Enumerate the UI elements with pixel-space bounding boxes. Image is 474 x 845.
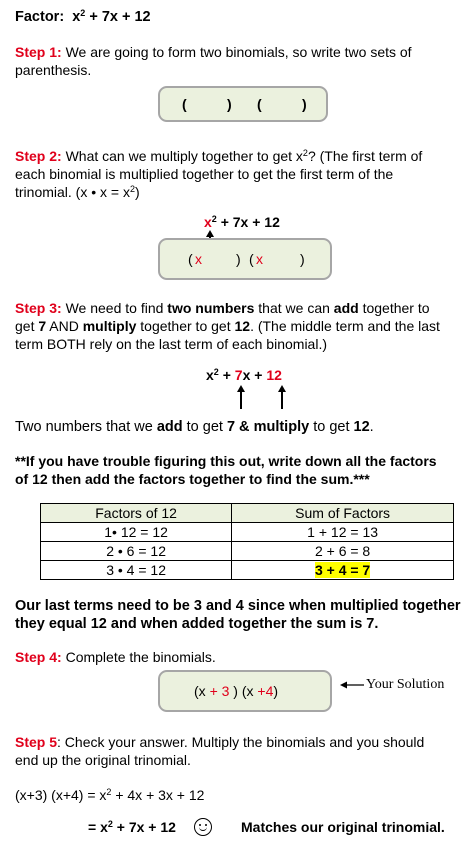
your-solution-label: Your Solution <box>366 677 445 692</box>
table-cell: 1 + 12 = 13 <box>232 523 454 542</box>
step1-parenthesis-box: ( ) ( ) <box>158 86 328 122</box>
header-sum: Sum of Factors <box>232 504 454 523</box>
hint-line2: of 12 then add the factors together to find the sum.*** <box>15 471 370 487</box>
step3-line2: get 7 AND multiply together to get 12. (The middle term and the last <box>15 318 440 334</box>
step2-trinomial: $x^2 + 7x + 12$ <box>204 214 280 230</box>
step5-expansion: (x+3) $(x+4) = x^2 + 4x + 3x + 12$ <box>15 787 205 803</box>
step4-line: Step 4: Complete the binomials. <box>15 649 216 665</box>
matches-text: Matches our original trinomial. <box>241 819 445 835</box>
step4-solution-box: (x + 3 ) (x +4) <box>158 670 332 712</box>
step1-label: Step 1: <box>15 44 62 60</box>
table-row <box>41 542 454 561</box>
hint-line1: **If you have trouble figuring this out, write down all the factors <box>15 453 437 469</box>
conclusion-line2: they equal 12 and when added together the sum is 7. <box>15 616 379 632</box>
table-cell: 2 + 6 = 8 <box>232 542 454 561</box>
smiley-icon <box>194 818 212 836</box>
step5-line1: Step 5: Check your answer. Multiply the binomials and you should <box>15 734 425 750</box>
conclusion-line1: Our last terms need to be 3 and 4 since when multiplied together <box>15 598 461 614</box>
table-row <box>41 561 454 580</box>
header-factors: Factors of 12 <box>41 504 232 523</box>
up-arrow-icon <box>281 391 283 409</box>
step3-line1: Step 3: We need to find two numbers that we can add together to <box>15 300 430 316</box>
table-cell-highlighted: 3 + 4 = 7 <box>232 561 454 580</box>
step1-line1: Step 1: We are going to form two binomials, so write two sets of <box>15 44 412 60</box>
step5-result: = $x^2 + 7x + 12$ <box>88 819 176 835</box>
table-cell: 1• 12 = 12 <box>41 523 232 542</box>
page-title: Factor: $x^2 + 7x + 12$ <box>15 8 151 25</box>
left-arrow-icon <box>340 680 364 690</box>
table-header-row <box>41 504 454 523</box>
step1-line2: parenthesis. <box>15 62 92 78</box>
table-cell: 2 • 6 = 12 <box>41 542 232 561</box>
table-cell: 3 • 4 = 12 <box>41 561 232 580</box>
step3-line3: term BOTH rely on the last term of each binomial.) <box>15 336 327 352</box>
step5-line2: end up the original trinomial. <box>15 752 191 768</box>
step2-binomial-box: ( x ) ( x ) <box>158 238 332 280</box>
step3-trinomial: $x^2 + 7x + 12$ <box>206 367 282 383</box>
step2-line3: trinomial. (x • $x = x^2$) <box>15 184 140 200</box>
table-row <box>41 523 454 542</box>
step2-line2: each binomial is multiplied together to get the first term of the <box>15 166 394 182</box>
two-numbers-line: Two numbers that we add to get 7 & multiply to get 12. <box>15 419 374 435</box>
factors-table <box>40 503 454 580</box>
step2-line1: Step 2: What can we multiply together to get $x^2$? (The first term of <box>15 148 423 164</box>
up-arrow-icon <box>240 391 242 409</box>
